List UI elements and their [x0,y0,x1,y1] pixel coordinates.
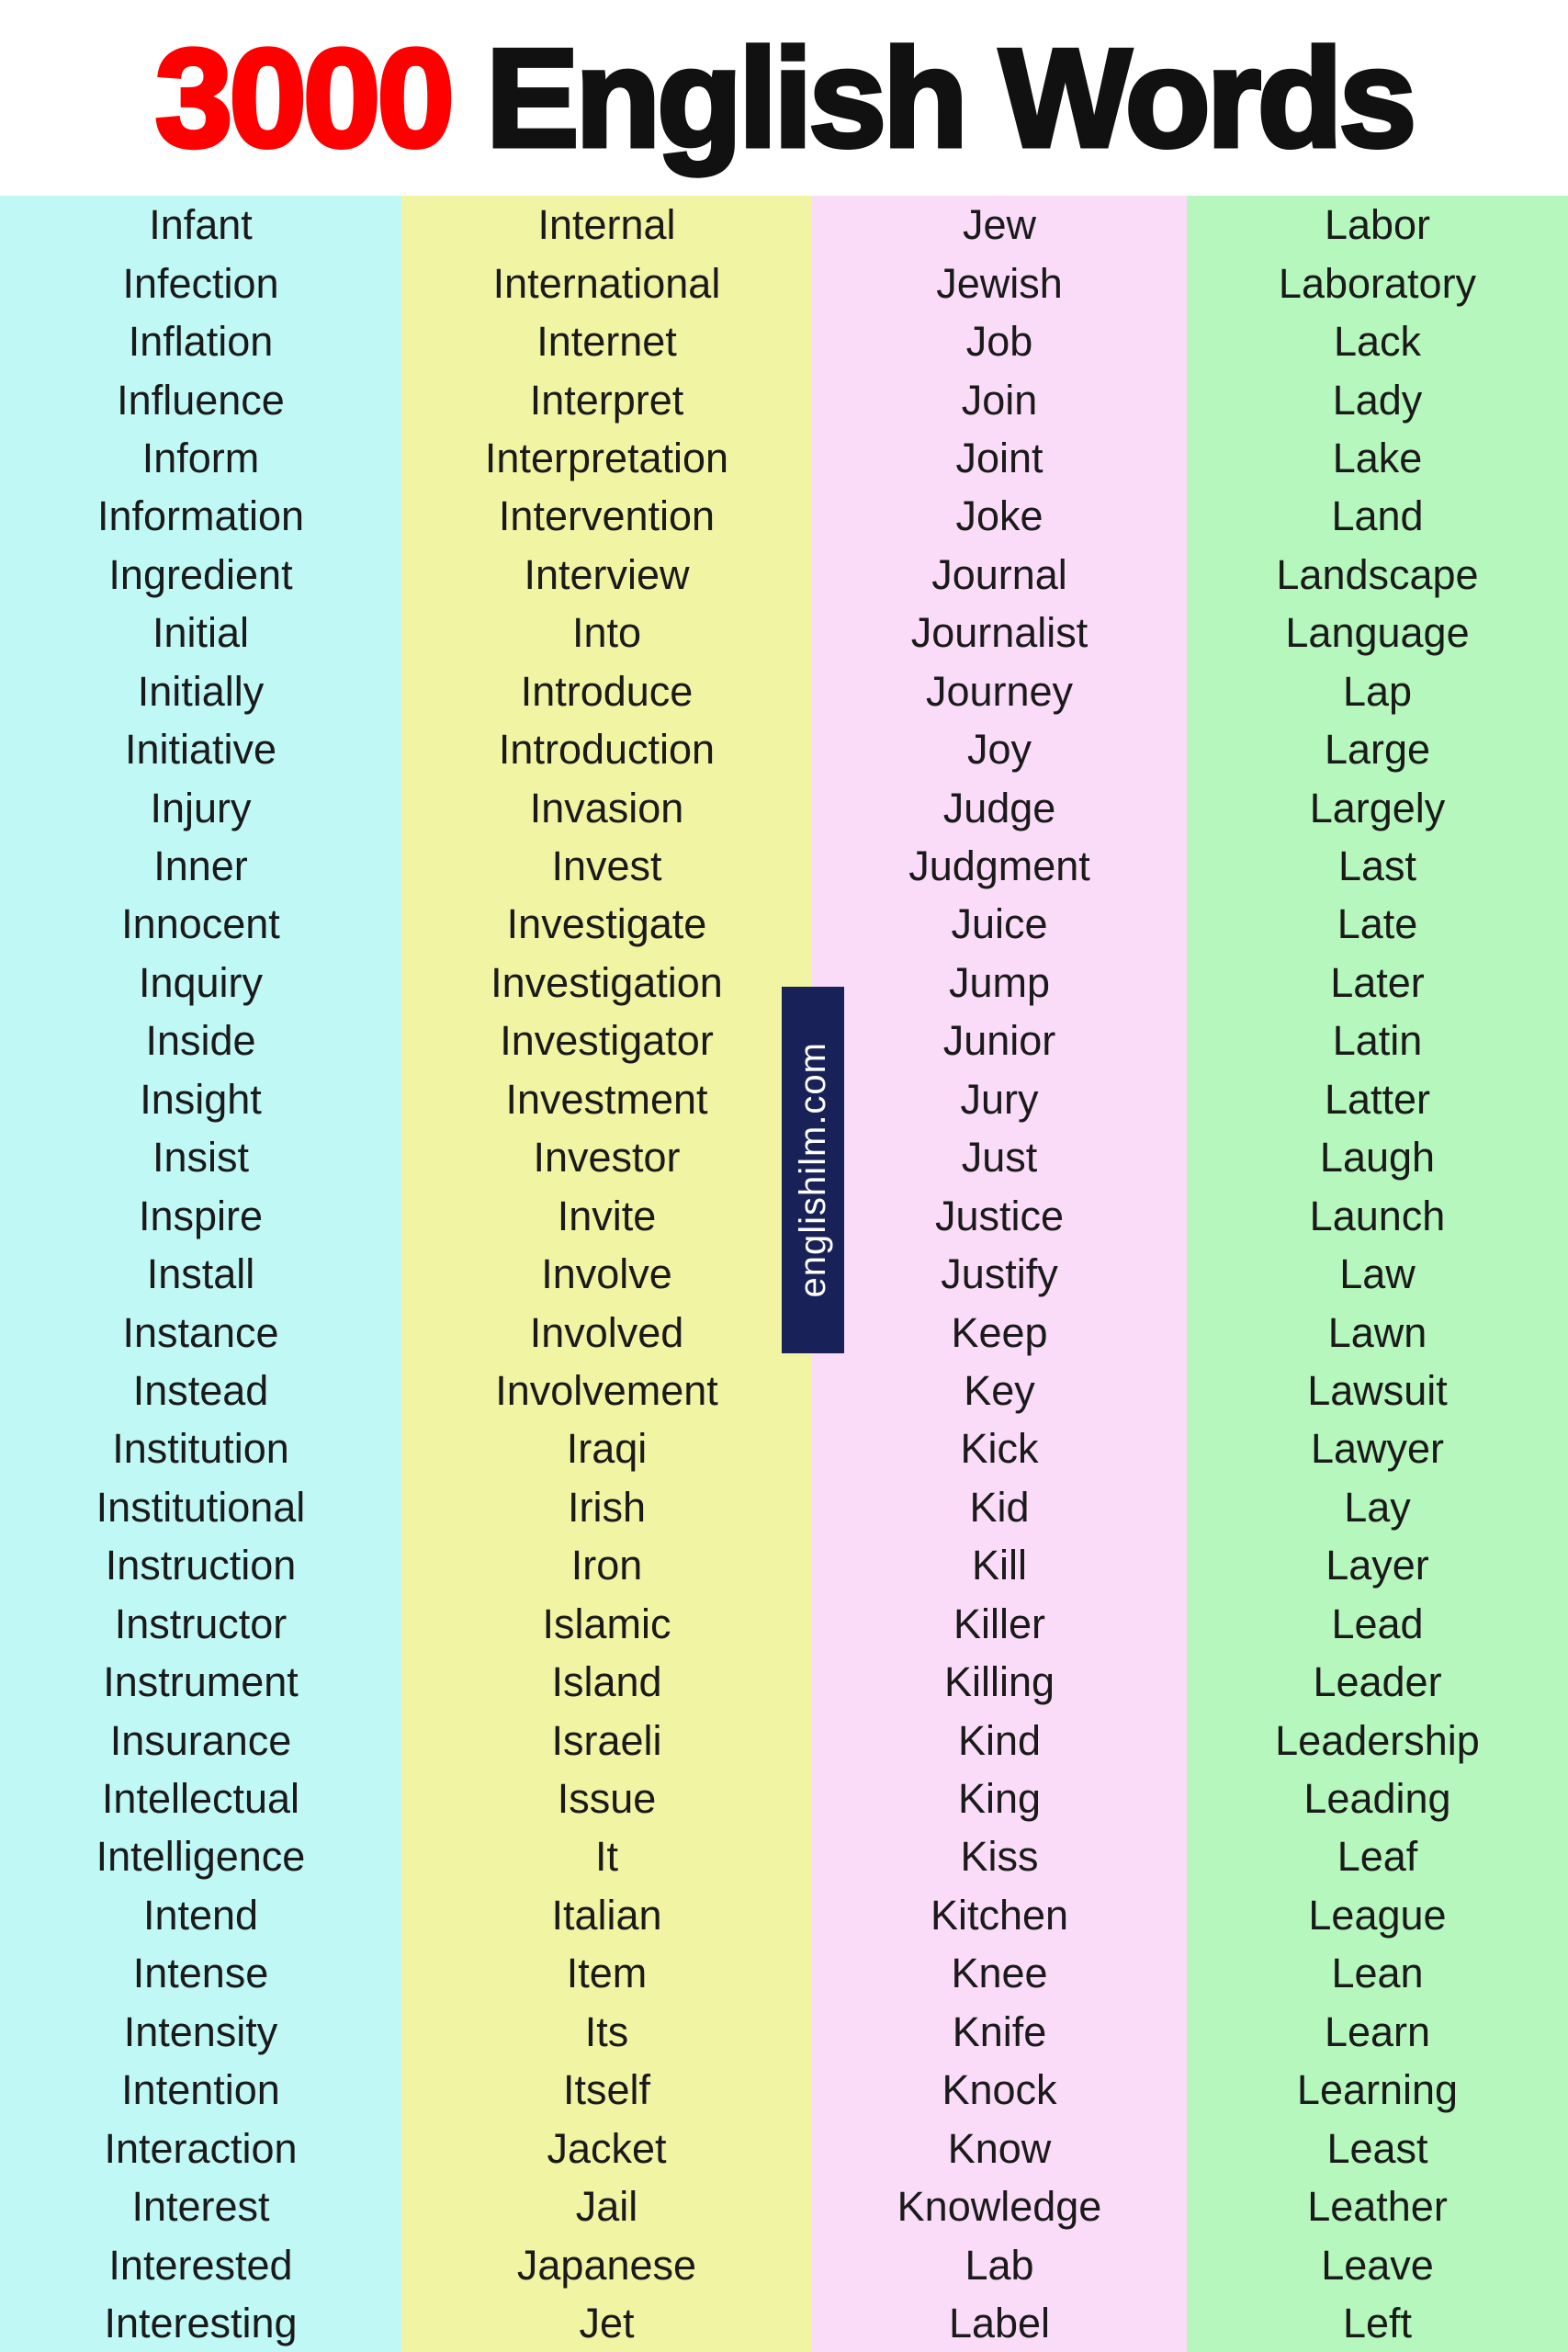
word-item: Innocent [121,900,280,948]
word-column-i [0,196,401,2352]
word-item: Interaction [104,2124,298,2172]
word-item: Lab [964,2241,1034,2289]
word-item: Lack [1333,318,1422,366]
title-text: English Words [485,19,1414,176]
word-item: Interesting [104,2299,298,2346]
word-item: Least [1326,2124,1428,2172]
word-item: Involved [529,1308,684,1356]
word-item: Invest [551,842,662,890]
word-item: Largely [1309,784,1446,831]
word-column-j-k [812,196,1187,2352]
word-column-l [1187,196,1568,2352]
word-item: Joy [966,726,1032,774]
word-item: Invasion [529,784,684,831]
word-item: Last [1337,842,1417,890]
word-item: Instance [122,1308,279,1356]
word-item: Late [1337,900,1418,948]
word-item: Japanese [516,2241,697,2289]
word-item: Interpretation [484,434,729,481]
word-item: Juice [951,900,1048,948]
word-item: Irish [567,1483,646,1531]
word-item: Involve [541,1250,672,1298]
word-item: Leaf [1337,1833,1418,1881]
word-item: Junior [942,1017,1056,1065]
word-item: Kind [957,1716,1042,1764]
word-item: Lady [1332,376,1423,424]
word-item: Leave [1321,2241,1434,2289]
word-item: Lawsuit [1307,1366,1448,1414]
word-item: Later [1330,958,1425,1006]
word-item: Institutional [96,1483,306,1531]
header [0,0,1568,196]
word-item: Lawyer [1310,1425,1445,1473]
word-item: Label [948,2299,1051,2346]
watermark-text: englishilm.com [793,1042,833,1298]
word-item: Influence [117,376,285,424]
word-item: Interest [131,2183,270,2231]
word-item: Issue [557,1775,657,1823]
word-item: Kid [969,1483,1030,1531]
word-item: Initiative [124,726,277,774]
word-item: Instead [132,1366,269,1414]
word-item: Investigation [491,958,723,1006]
word-item: Justice [934,1192,1065,1239]
word-item: Journalist [910,609,1089,657]
word-item: Investment [505,1075,708,1123]
word-item: International [492,259,721,307]
word-item: Lap [1342,667,1413,715]
word-item: Inspire [138,1192,264,1239]
word-item: Learn [1324,2007,1431,2055]
word-item: Land [1331,492,1424,540]
word-item: Kiss [960,1833,1039,1881]
word-item: Latter [1324,1075,1431,1123]
word-item: Introduce [520,667,694,715]
word-item: Job [965,318,1033,366]
word-item: Instructor [114,1600,288,1647]
word-item: Laboratory [1278,259,1477,307]
word-item: Jew [962,201,1037,249]
word-item: Intellectual [101,1775,300,1823]
word-item: Investigator [500,1017,714,1065]
word-item: Launch [1309,1192,1446,1239]
word-item: Instruction [105,1542,297,1589]
word-item: Just [961,1134,1038,1182]
word-item: Interested [108,2241,293,2289]
word-item: Investigate [506,900,707,948]
word-item: Interpret [529,376,684,424]
word-item: Jewish [936,259,1063,307]
word-item: Inflation [128,318,274,366]
word-item: Knock [942,2066,1057,2114]
word-item: Inner [153,842,248,890]
word-item: King [957,1775,1042,1823]
word-item: League [1308,1891,1447,1939]
word-item: Initially [137,667,265,715]
word-item: Involvement [495,1366,718,1414]
word-item: Knowledge [897,2183,1102,2231]
word-item: Install [146,1250,255,1298]
word-item: Instrument [103,1658,299,1706]
word-item: Insight [140,1075,262,1123]
word-item: Lake [1332,434,1423,481]
word-item: Law [1339,1250,1416,1298]
word-item: Infection [122,259,279,307]
word-item: Joke [955,492,1043,540]
word-item: Joint [955,434,1043,481]
word-item: Itself [562,2066,651,2114]
word-item: Injury [150,784,252,831]
word-item: Kick [960,1425,1039,1473]
word-item: Inform [141,434,260,481]
word-item: Intention [121,2066,280,2114]
word-item: Jet [579,2299,635,2346]
word-item: Jury [960,1075,1039,1123]
page-title [154,19,1414,176]
word-item: Laugh [1319,1134,1436,1182]
word-item: Lead [1331,1600,1424,1647]
word-item: It [594,1833,618,1881]
word-item: Inquiry [138,958,264,1006]
word-item: Language [1285,609,1470,657]
word-column-i-j [401,196,812,2352]
word-item: Knife [952,2007,1047,2055]
word-item: Introduction [498,726,716,774]
word-item: Journey [925,667,1074,715]
word-item: Lay [1344,1483,1411,1531]
word-item: Its [584,2007,629,2055]
word-item: Iron [570,1542,643,1589]
word-item: Learning [1296,2066,1459,2114]
word-item: Journal [931,550,1067,598]
word-item: Latin [1332,1017,1423,1065]
word-item: Jail [575,2183,638,2231]
word-item: Intense [132,1950,269,1997]
word-item: Labor [1324,201,1431,249]
word-item: Judgment [908,842,1090,890]
word-item: Know [947,2124,1052,2172]
word-item: Jacket [547,2124,667,2172]
word-item: Internet [536,318,677,366]
word-item: Intervention [498,492,716,540]
word-item: Intensity [123,2007,278,2055]
word-item: Investor [533,1134,681,1182]
word-item: Lean [1331,1950,1424,1997]
word-item: Kill [971,1542,1027,1589]
word-item: Leadership [1275,1716,1480,1764]
word-item: Iraqi [566,1425,648,1473]
word-item: Layer [1325,1542,1429,1589]
word-item: Institution [112,1425,289,1473]
word-item: Leather [1307,2183,1448,2231]
word-item: Information [96,492,305,540]
word-item: Judge [942,784,1056,831]
word-item: Large [1324,726,1431,774]
word-item: Item [566,1950,648,1997]
word-item: Infant [149,201,253,249]
word-item: Left [1342,2299,1413,2346]
watermark [782,987,844,1353]
word-item: Island [551,1658,662,1706]
word-item: Key [964,1366,1035,1414]
word-item: Islamic [542,1600,671,1647]
word-item: Killing [943,1658,1055,1706]
word-item: Lawn [1327,1308,1427,1356]
word-item: Inside [145,1017,256,1065]
word-item: Intelligence [96,1833,306,1881]
word-item: Leading [1303,1775,1451,1823]
title-number: 3000 [154,19,451,176]
word-item: Internal [537,201,676,249]
word-item: Israeli [551,1716,662,1764]
word-item: Into [571,609,642,657]
word-item: Interview [524,550,690,598]
word-item: Intend [142,1891,259,1939]
word-item: Italian [551,1891,662,1939]
word-item: Invite [557,1192,657,1239]
word-item: Insurance [109,1716,292,1764]
word-item: Leader [1313,1658,1442,1706]
word-item: Kitchen [930,1891,1069,1939]
word-item: Insist [152,1134,250,1182]
word-item: Keep [951,1308,1048,1356]
word-item: Justify [941,1250,1058,1298]
word-item: Join [961,376,1038,424]
word-item: Killer [953,1600,1046,1647]
word-item: Ingredient [108,550,293,598]
word-item: Initial [152,609,250,657]
word-item: Knee [951,1950,1048,1997]
word-item: Landscape [1276,550,1479,598]
word-item: Jump [948,958,1051,1006]
